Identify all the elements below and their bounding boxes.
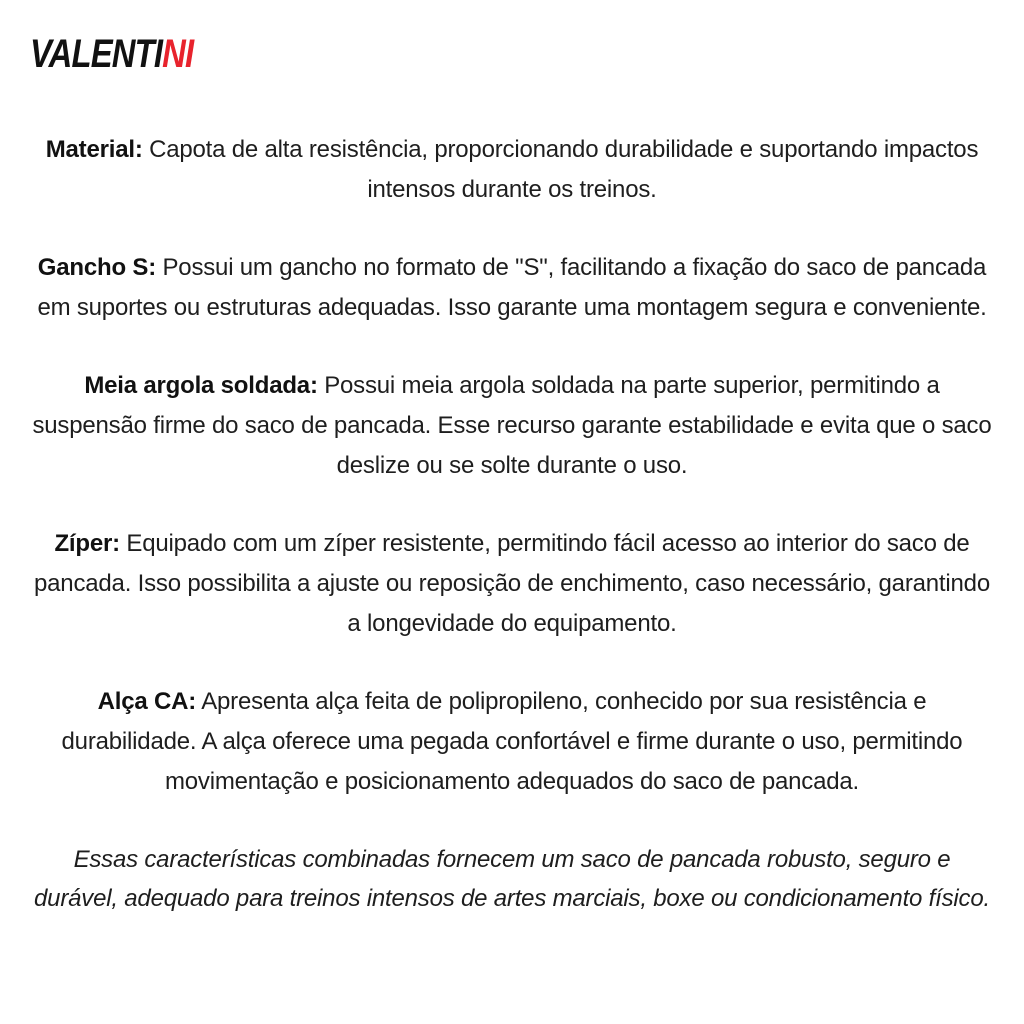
feature-title: Zíper:	[54, 530, 120, 557]
feature-meia-argola	[30, 366, 994, 486]
feature-description	[30, 130, 994, 918]
feature-title: Gancho S:	[37, 254, 157, 281]
feature-alca-ca	[30, 682, 994, 802]
closing-summary: Essas características combinadas fornecem um saco de pancada robusto, seguro e durável, adequado para treinos intensos de artes marciais, boxe ou condicionamento físico.	[34, 846, 990, 912]
logo-text-accent: NI	[162, 32, 194, 76]
feature-material	[30, 130, 994, 210]
feature-ziper	[30, 524, 994, 644]
feature-gancho-s	[30, 248, 994, 328]
feature-title: Material:	[45, 136, 143, 163]
feature-text: Equipado com um zíper resistente, permitindo fácil acesso ao interior do saco de pancada. Isso possibilita a ajuste ou reposição de enchimento, caso necessário, garantindo a longevidade do equipamento.	[34, 530, 990, 637]
brand-logo	[30, 26, 193, 82]
feature-text: Possui meia argola soldada na parte superior, permitindo a suspensão firme do saco de pancada. Esse recurso garante estabilidade e evita que o saco deslize ou se solte durante o uso.	[32, 372, 992, 479]
logo-text-main: VALENTI	[30, 32, 163, 76]
feature-title: Alça CA:	[97, 688, 197, 715]
feature-text: Capota de alta resistência, proporcionando durabilidade e suportando impactos intensos durante os treinos.	[149, 136, 979, 203]
feature-text: Apresenta alça feita de polipropileno, conhecido por sua resistência e durabilidade. A alça oferece uma pegada confortável e firme durante o uso, permitindo movimentação e posicionamento adequados do saco de pancada.	[61, 688, 963, 795]
feature-text: Possui um gancho no formato de "S", facilitando a fixação do saco de pancada em suportes ou estruturas adequadas. Isso garante uma montagem segura e conveniente.	[37, 254, 987, 321]
feature-title: Meia argola soldada:	[84, 372, 318, 399]
